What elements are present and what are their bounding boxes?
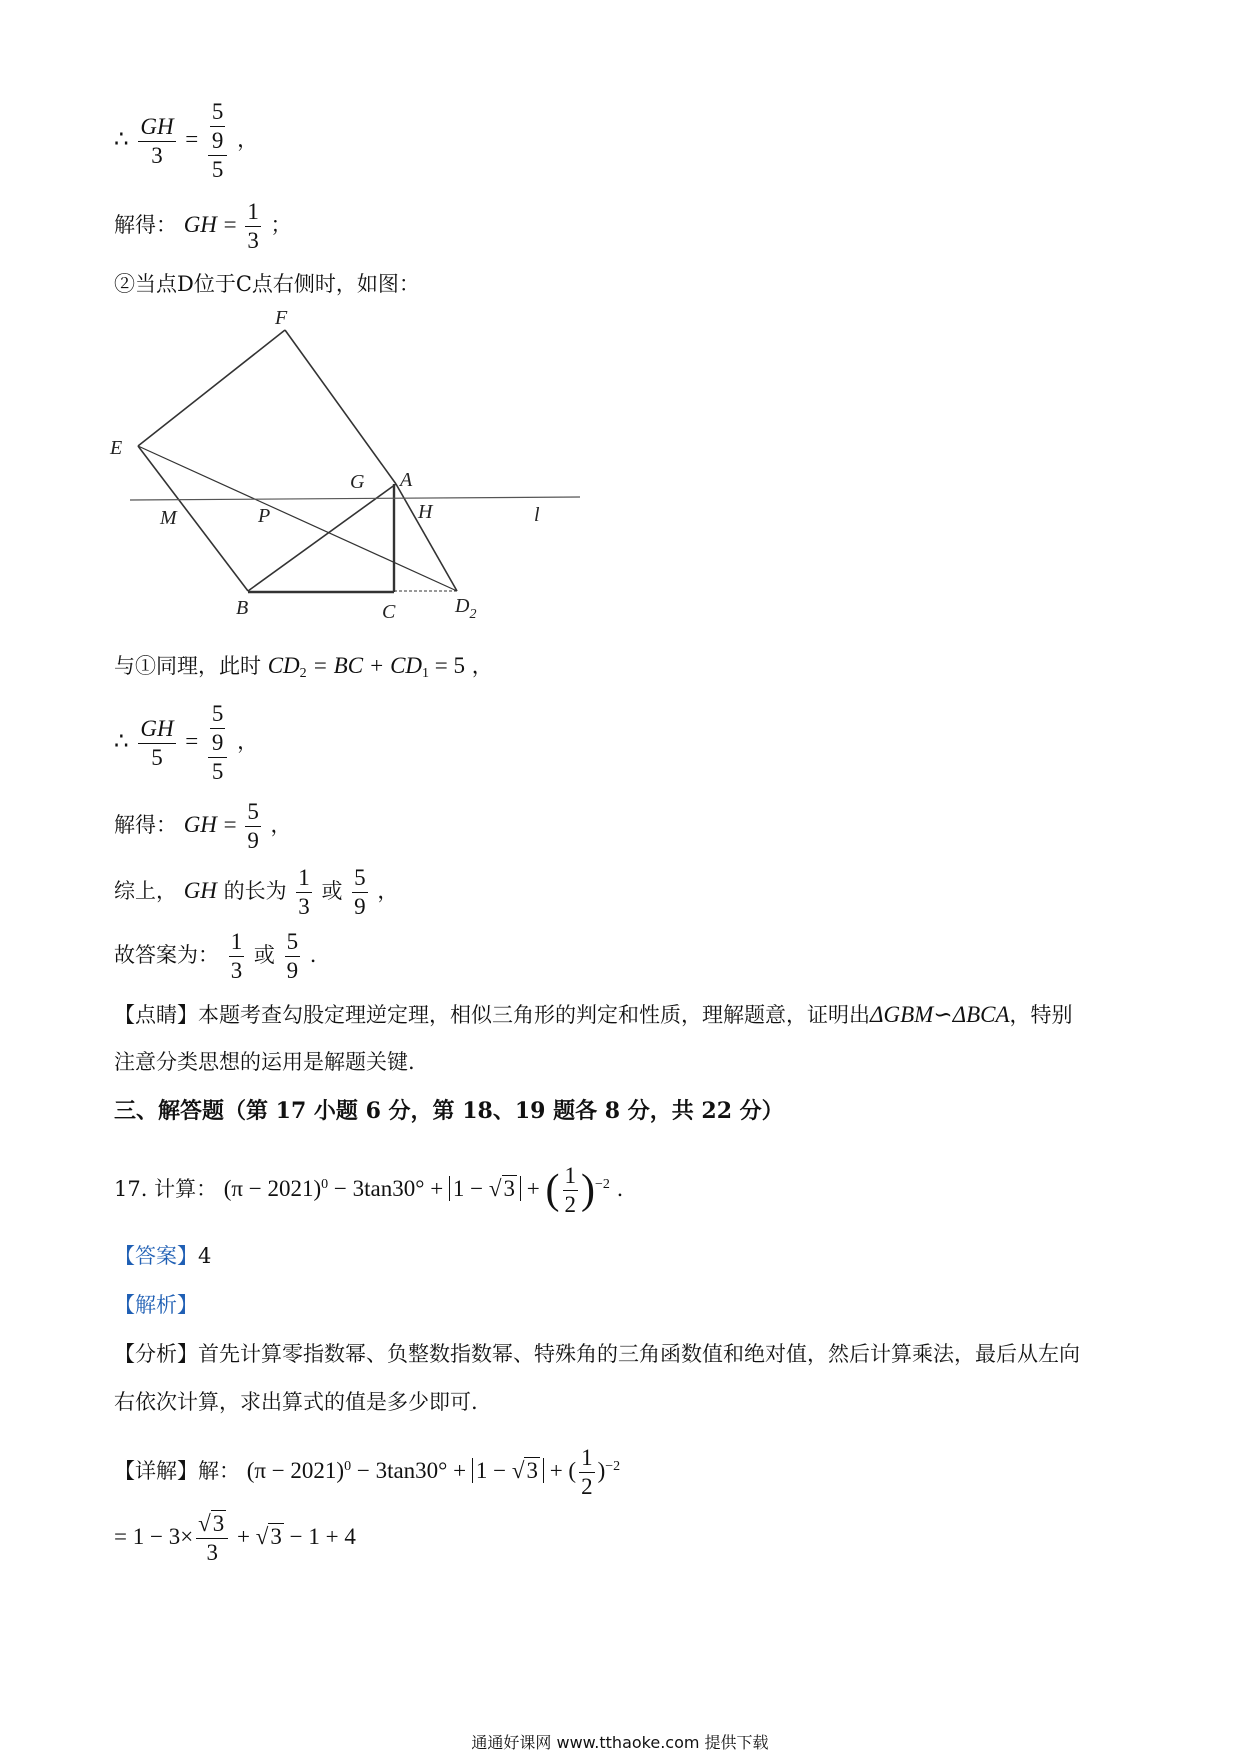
line-l <box>130 497 580 500</box>
fenxi-line1: 【分析】首先计算零指数幂、负整数指数幂、特殊角的三角函数值和绝对值，然后计算乘法，最后从左向 <box>114 1342 1080 1366</box>
label-E: E <box>110 437 123 459</box>
fraction-one-third: $\frac{1}{3}$ <box>247 199 259 254</box>
dianjing-line2: 注意分类思想的运用是解题关键. <box>114 1050 415 1074</box>
label-H: H <box>418 501 433 523</box>
same-reason-line: 与①同理，此时 $CD_2$ = BC + $CD_1 = 5$ ， <box>114 653 493 681</box>
answer-line: 【答案】4 <box>114 1244 212 1268</box>
fenxi-line2: 右依次计算，求出算式的值是多少即可. <box>114 1390 478 1414</box>
segment-ED2 <box>138 446 457 591</box>
label-D2: $D_2$ <box>455 595 477 622</box>
step2-line: 解得： GH = $\frac{1}{3}$ ； <box>114 199 292 254</box>
dianjing-line1: 【点睛】本题考查勾股定理逆定理，相似三角形的判定和性质，理解题意，证明出ΔGBM∽ΔBCA，特别 <box>114 1002 1073 1027</box>
jiexi-label: 【解析】 <box>114 1293 198 1317</box>
summary-line: 综上， GH 的长为 $\frac{1}{3}$ 或 $\frac{5}{9}$ ， <box>114 865 399 920</box>
fraction-five-ninths: $\frac{5}{9}$ <box>247 799 259 854</box>
final-answer-line: 故答案为： $\frac{1}{3}$ 或 $\frac{5}{9}$ . <box>114 929 317 984</box>
label-P: P <box>258 505 271 527</box>
label-B: B <box>236 597 249 619</box>
label-C: C <box>382 601 396 623</box>
segment-EB <box>138 446 248 591</box>
segment-EF <box>138 330 285 446</box>
segment-FA <box>285 330 396 484</box>
result-line: = 1 − 3× $\frac{√3}{3}$ + √3 − 1 + 4 <box>114 1511 356 1566</box>
compound-fraction: $\frac{\frac{5}{9}}{5}$ <box>208 100 228 182</box>
label-l: l <box>534 504 540 526</box>
label-A: A <box>400 469 413 491</box>
step4-line: 解得： GH = $\frac{5}{9}$ ， <box>114 799 292 854</box>
therefore-symbol: ∴ <box>114 126 129 152</box>
segment-BA <box>248 484 396 591</box>
step3-line: ∴ $\frac{GH}{5}$ = $\frac{\frac{5}{9}}{5}$ ， <box>114 701 259 785</box>
label-M: M <box>160 507 177 529</box>
label-G: G <box>350 471 365 493</box>
step1-line: ∴ $\frac{GH}{3}$ = $\frac{\frac{5}{9}}{5}$ ， <box>114 99 259 183</box>
geometry-figure <box>100 300 600 630</box>
question-17: 17. 计算： $(\pi - 2021)^0 - 3\tan 30^\circ + 1 - √3$ + ( $\frac{1}{2}$ )$^{-2}$ . <box>114 1163 624 1218</box>
fraction-gh-over-3: $\frac{GH}{3}$ <box>140 113 174 168</box>
section-title: 三、解答题（第 17 小题 6 分，第 18、19 题各 8 分，共 22 分） <box>114 1098 784 1124</box>
xiangjie-line: 【详解】解： $(\pi - 2021)^0 - 3\tan 30^\circ + 1 - √3$ + ( $\frac{1}{2}$ )$^{-2}$ <box>114 1445 621 1500</box>
compound-fraction-2: $\frac{\frac{5}{9}}{5}$ <box>208 702 228 784</box>
case2-line: ②当点D位于C点右侧时，如图： <box>114 272 420 296</box>
footer: 通通好课网 www.tthaoke.com 提供下载 <box>471 1733 769 1752</box>
fraction-gh-over-5: $\frac{GH}{5}$ <box>140 715 174 770</box>
label-F: F <box>275 307 288 329</box>
